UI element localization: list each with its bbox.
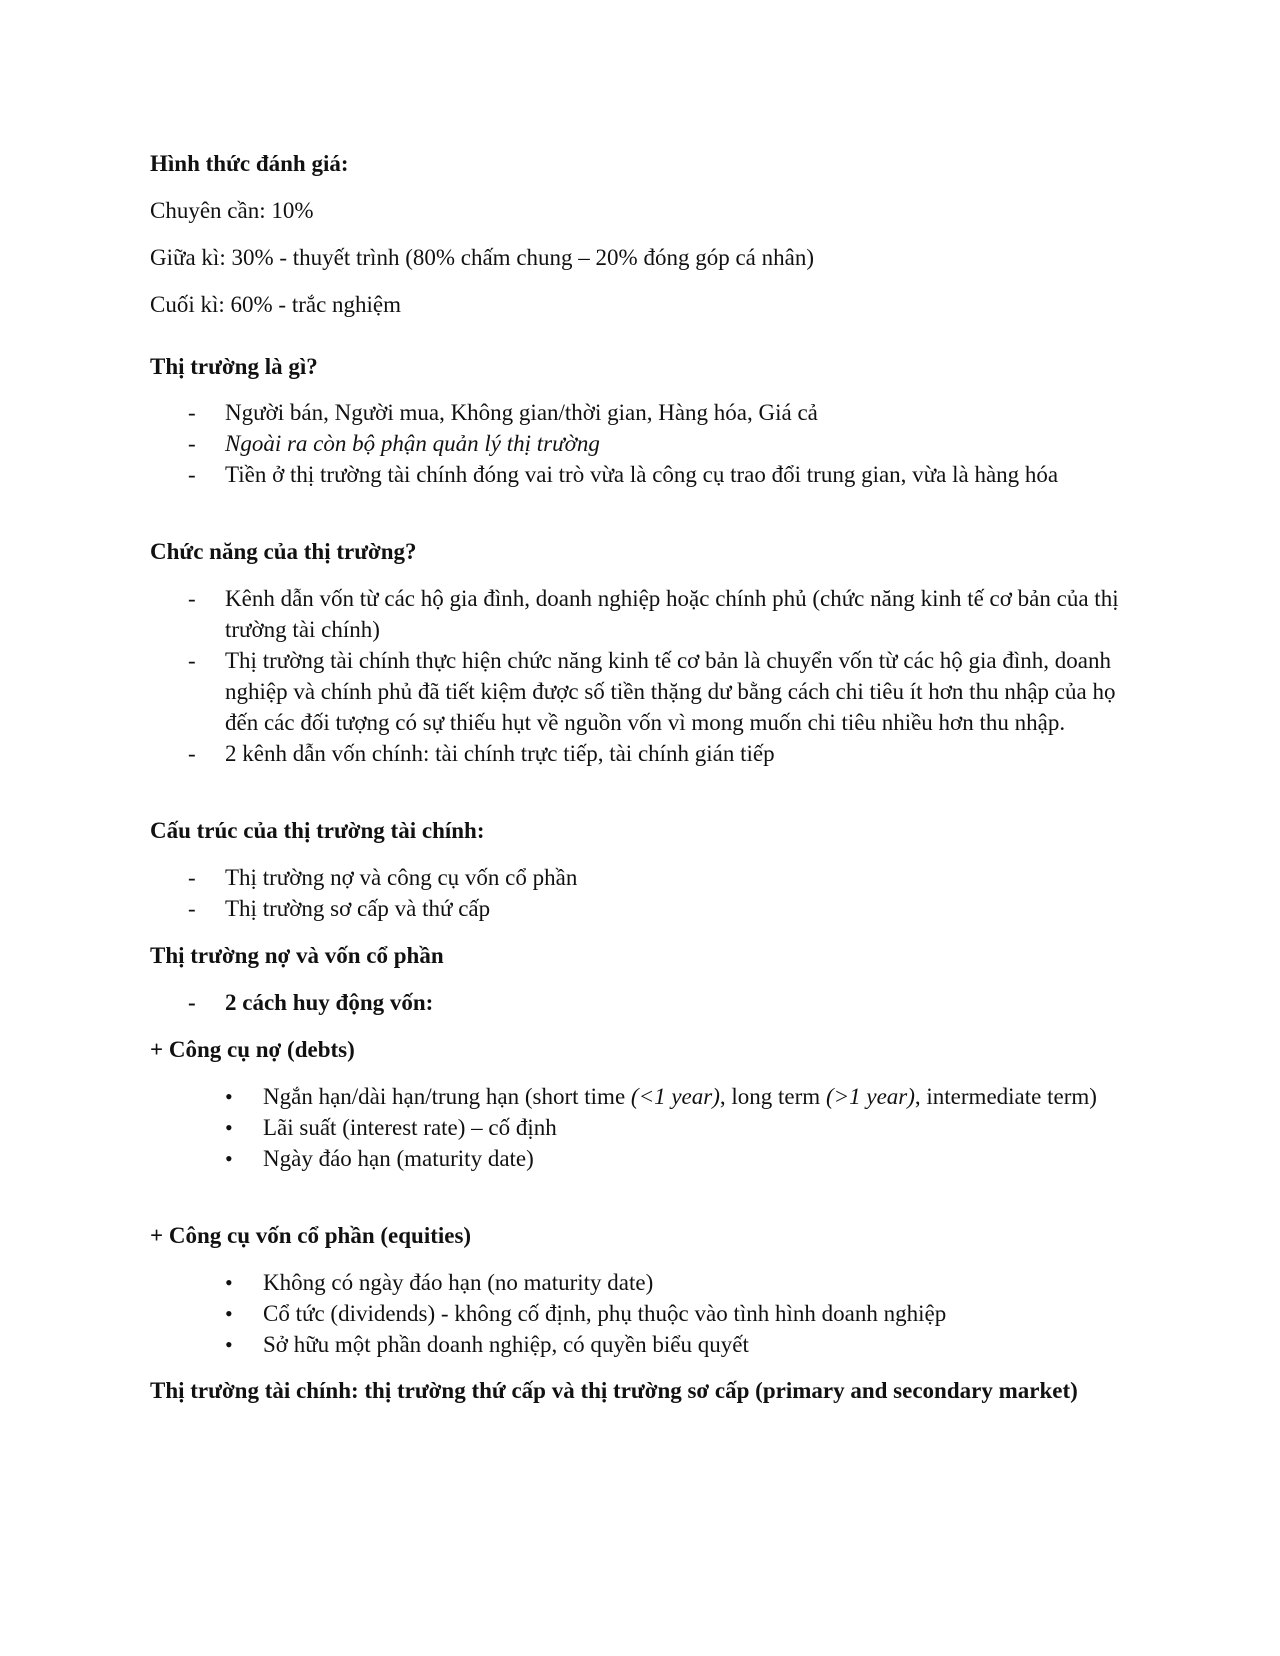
dash-marker: - bbox=[188, 865, 196, 890]
list-item: • Không có ngày đáo hạn (no maturity date) bbox=[150, 1267, 1140, 1298]
dash-marker: - bbox=[188, 990, 196, 1015]
list-item: - Người bán, Người mua, Không gian/thời gian, Hàng hóa, Giá cả bbox=[150, 397, 1140, 428]
list-item: • Cổ tức (dividends) - không cố định, phụ thuộc vào tình hình doanh nghiệp bbox=[150, 1298, 1140, 1329]
assessment-heading: Hình thức đánh giá: bbox=[150, 151, 349, 176]
list-item: • Sở hữu một phần doanh nghiệp, có quyền biểu quyết bbox=[150, 1329, 1140, 1360]
list-item: - Kênh dẫn vốn từ các hộ gia đình, doanh nghiệp hoặc chính phủ (chức năng kinh tế cơ bản của thị trường tài chính) bbox=[150, 583, 1140, 645]
market-heading: Thị trường là gì? bbox=[150, 354, 318, 379]
structure-heading: Cấu trúc của thị trường tài chính: bbox=[150, 818, 485, 843]
functions-heading: Chức năng của thị trường? bbox=[150, 539, 417, 564]
list-item: - Thị trường tài chính thực hiện chức năng kinh tế cơ bản là chuyển vốn từ các hộ gia đình, doanh nghiệp và chính phủ đã tiết kiệm được số tiền thặng dư bằng cách chi tiêu ít hơn thu nhập của họ đến các đối tượng có sự thiếu hụt về nguồn vốn vì mong muốn chi tiêu nhiều hơn thu nhập. bbox=[150, 645, 1140, 738]
dash-marker: - bbox=[188, 586, 196, 611]
debts-heading: + Công cụ nợ (debts) bbox=[150, 1037, 355, 1062]
list-item: - 2 cách huy động vốn: bbox=[150, 987, 1140, 1018]
bullet-marker: • bbox=[225, 1270, 233, 1295]
list-item: • Ngày đáo hạn (maturity date) bbox=[150, 1143, 1140, 1174]
market-list bbox=[150, 397, 1140, 490]
markets-heading: Thị trường tài chính: thị trường thứ cấp và thị trường sơ cấp (primary and secondary market) bbox=[150, 1378, 1078, 1403]
list-item: - Tiền ở thị trường tài chính đóng vai trò vừa là công cụ trao đổi trung gian, vừa là hàng hóa bbox=[150, 459, 1140, 490]
assessment-line-final: Cuối kì: 60% - trắc nghiệm bbox=[150, 292, 402, 317]
list-item: • Lãi suất (interest rate) – cố định bbox=[150, 1112, 1140, 1143]
list-item: • Ngắn hạn/dài hạn/trung hạn (short time (<1 year), long term (>1 year), intermediate term) bbox=[150, 1081, 1140, 1112]
dash-marker: - bbox=[188, 462, 196, 487]
list-item: - Thị trường sơ cấp và thứ cấp bbox=[150, 893, 1140, 924]
list-item: - 2 kênh dẫn vốn chính: tài chính trực tiếp, tài chính gián tiếp bbox=[150, 738, 1140, 769]
assessment-line-midterm: Giữa kì: 30% - thuyết trình (80% chấm chung – 20% đóng góp cá nhân) bbox=[150, 245, 814, 270]
dash-marker: - bbox=[188, 896, 196, 921]
equities-heading: + Công cụ vốn cổ phần (equities) bbox=[150, 1223, 472, 1248]
list-item: - Thị trường nợ và công cụ vốn cổ phần bbox=[150, 862, 1140, 893]
dash-marker: - bbox=[188, 648, 196, 673]
debt-equity-list bbox=[150, 987, 1140, 1018]
bullet-marker: • bbox=[225, 1115, 233, 1140]
bullet-marker: • bbox=[225, 1084, 233, 1109]
dash-marker: - bbox=[188, 400, 196, 425]
bullet-marker: • bbox=[225, 1146, 233, 1171]
debts-list bbox=[150, 1081, 1140, 1174]
equities-list bbox=[150, 1267, 1140, 1360]
list-item: - Ngoài ra còn bộ phận quản lý thị trường bbox=[150, 428, 1140, 459]
dash-marker: - bbox=[188, 431, 196, 456]
bullet-marker: • bbox=[225, 1332, 233, 1357]
bullet-marker: • bbox=[225, 1301, 233, 1326]
structure-list bbox=[150, 862, 1140, 924]
debt-equity-heading: Thị trường nợ và vốn cổ phần bbox=[150, 943, 444, 968]
assessment-line-attendance: Chuyên cần: 10% bbox=[150, 198, 314, 223]
functions-list bbox=[150, 583, 1140, 769]
dash-marker: - bbox=[188, 741, 196, 766]
